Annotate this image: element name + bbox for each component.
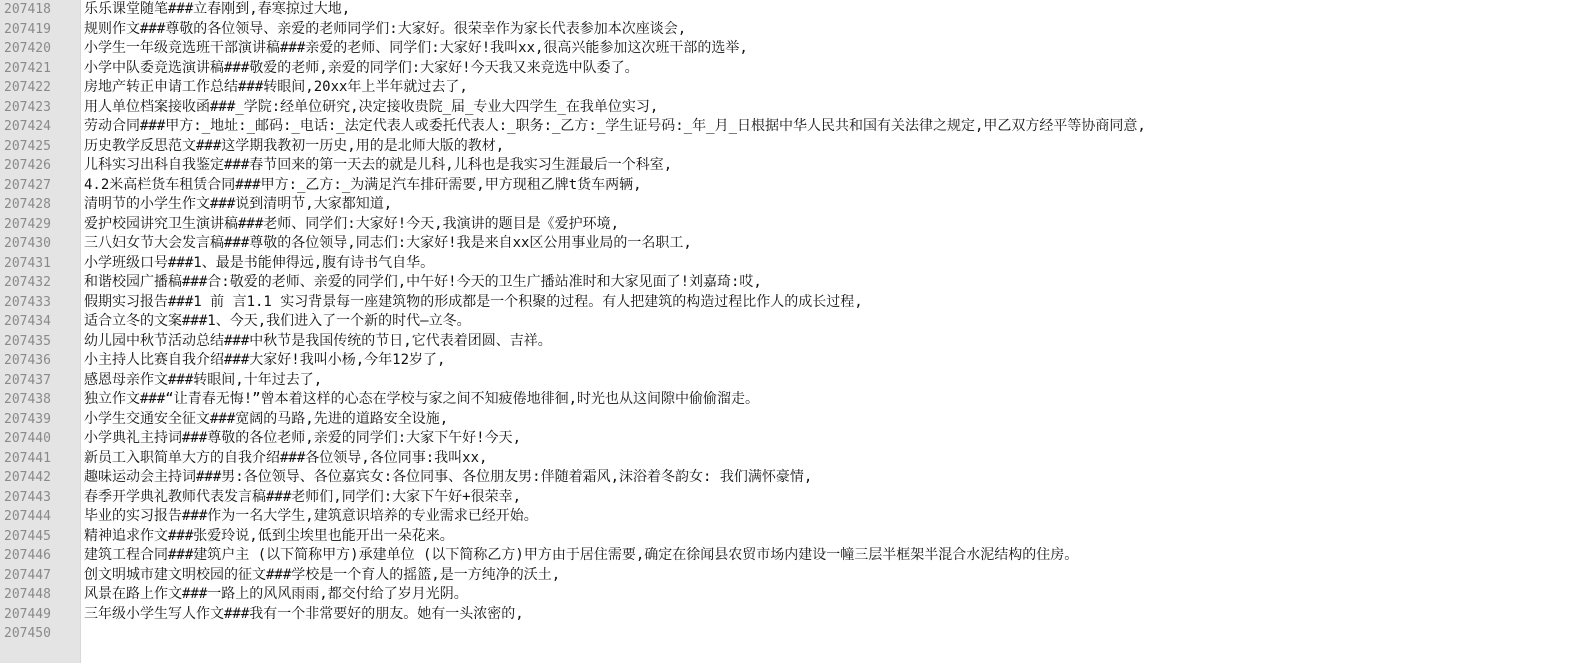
text-line[interactable]: 儿科实习出科自我鉴定###春节回来的第一天去的就是儿科,儿科也是我实习生涯最后一个科室, [84,157,673,173]
line-number: 207422 [4,80,51,95]
text-line[interactable]: 和谐校园广播稿###合:敬爱的老师、亲爱的同学们,中午好!今天的卫生广播站准时和大家见面了!刘嘉琦:哎, [84,274,762,290]
text-line[interactable]: 幼儿园中秋节活动总结###中秋节是我国传统的节日,它代表着团圆、吉祥。 [84,332,552,349]
line-number: 207435 [4,333,51,349]
line-number: 207444 [4,509,51,524]
line-number: 207418 [4,2,51,17]
text-line[interactable]: 新员工入职简单大方的自我介绍###各位领导,各位同事:我叫xx, [84,449,488,466]
line-number: 207436 [4,353,51,368]
line-number: 207440 [4,431,51,446]
text-line[interactable]: 独立作文###“让青春无悔!”曾本着这样的心态在学校与家之间不知疲倦地徘徊,时光也从这间隙中偷偷溜走。 [84,391,759,407]
text-line[interactable]: 爱护校园讲究卫生演讲稿###老师、同学们:大家好!今天,我演讲的题目是《爱护环境, [84,215,619,232]
text-line[interactable]: 小学典礼主持词###尊敬的各位老师,亲爱的同学们:大家下午好!今天, [84,430,521,446]
line-number: 207420 [4,41,51,56]
line-number: 207428 [4,197,51,212]
line-number: 207450 [4,626,51,641]
text-line[interactable]: 房地产转正申请工作总结###转眼间,20xx年上半年就过去了, [84,79,468,95]
text-line[interactable]: 趣味运动会主持词###男:各位领导、各位嘉宾女:各位同事、各位朋友男:伴随着霜风,沫浴着冬韵女: 我们满怀豪情, [84,469,813,485]
line-number: 207423 [4,99,51,115]
line-number: 207431 [4,255,51,271]
line-number: 207439 [4,411,51,427]
text-line[interactable]: 三八妇女节大会发言稿###尊敬的各位领导,同志们:大家好!我是来自xx区公用事业局的一名职工, [84,235,692,251]
line-number-gutter [0,0,81,663]
line-number: 207419 [4,21,51,37]
text-line[interactable]: 精神追求作文###张爱玲说,低到尘埃里也能开出一朵花来。 [84,527,454,544]
text-line[interactable]: 风景在路上作文###一路上的风风雨雨,都交付给了岁月光阴。 [84,586,468,602]
text-line[interactable] [84,624,1588,644]
line-number: 207424 [4,119,51,134]
text-line[interactable]: 三年级小学生写人作文###我有一个非常要好的朋友。她有一头浓密的, [84,605,524,622]
text-line[interactable]: 历史教学反思范文###这学期我教初一历史,用的是北师大版的教材, [84,137,505,154]
line-number: 207441 [4,450,51,466]
text-line[interactable]: 假期实习报告###1 前 言1.1 实习背景每一座建筑物的形成都是一个积聚的过程。有人把建筑的构造过程比作人的成长过程, [84,293,863,310]
text-line[interactable]: 小学中队委竞选演讲稿###敬爱的老师,亲爱的同学们:大家好!今天我又来竞选中队委了。 [84,59,639,76]
line-number: 207434 [4,314,51,329]
text-line[interactable]: 用人单位档案接收函###_学院:经单位研究,决定接收贵院_届_专业大四学生_在我单位实习, [84,98,659,115]
text-line[interactable]: 小学生交通安全征文###宽阔的马路,先进的道路安全设施, [84,410,449,427]
text-line[interactable]: 清明节的小学生作文###说到清明节,大家都知道, [84,196,393,212]
line-number: 207429 [4,216,51,232]
text-content-area[interactable] [81,0,1588,663]
text-line[interactable]: 小学班级口号###1、最是书能伸得远,腹有诗书气自华。 [84,254,435,271]
line-number: 207433 [4,294,51,310]
line-number: 207438 [4,392,51,407]
text-line[interactable]: 建筑工程合同###建筑户主 (以下简称甲方)承建单位 (以下简称乙方)甲方由于居住需要,确定在徐闻县农贸市场内建设一幢三层半框架半混合水泥结构的住房。 [84,547,1079,563]
text-line[interactable]: 小学生一年级竞选班干部演讲稿###亲爱的老师、同学们:大家好!我叫xx,很高兴能参加这次班干部的选举, [84,40,748,56]
line-number: 207447 [4,567,51,583]
text-line[interactable]: 4.2米高栏货车租赁合同###甲方:_乙方:_为满足汽车排矸需要,甲方现租乙牌t货车两辆, [84,176,642,193]
line-number: 207442 [4,470,51,485]
line-number: 207430 [4,236,51,251]
line-number: 207426 [4,158,51,173]
text-line[interactable]: 毕业的实习报告###作为一名大学生,建筑意识培养的专业需求已经开始。 [84,508,538,524]
text-line[interactable]: 乐乐课堂随笔###立春刚到,春寒掠过大地, [84,1,351,17]
line-number: 207448 [4,587,51,602]
line-number: 207425 [4,138,51,154]
text-line[interactable]: 春季开学典礼教师代表发言稿###老师们,同学们:大家下午好+很荣幸, [84,488,521,505]
text-line[interactable]: 感恩母亲作文###转眼间,十年过去了, [84,371,323,388]
line-number: 207427 [4,177,51,193]
text-line[interactable]: 小主持人比赛自我介绍###大家好!我叫小杨,今年12岁了, [84,352,446,368]
line-number: 207432 [4,275,51,290]
line-number: 207449 [4,606,51,622]
line-number: 207443 [4,489,51,505]
line-number: 207446 [4,548,51,563]
text-line[interactable]: 规则作文###尊敬的各位领导、亲爱的老师同学们:大家好。很荣幸作为家长代表参加本次座谈会, [84,20,687,37]
text-line[interactable]: 劳动合同###甲方:_地址:_邮码:_电话:_法定代表人或委托代表人:_职务:_乙方:_学生证号码:_年_月_日根据中华人民共和国有关法律之规定,甲乙双方经平等协商同意, [84,118,1146,134]
text-line[interactable]: 适合立冬的文案###1、今天,我们进入了一个新的时代—立冬。 [84,313,471,329]
line-number: 207437 [4,372,51,388]
line-number: 207445 [4,528,51,544]
line-number: 207421 [4,60,51,76]
text-line[interactable]: 创文明城市建文明校园的征文###学校是一个育人的摇篮,是一方纯净的沃土, [84,566,561,583]
